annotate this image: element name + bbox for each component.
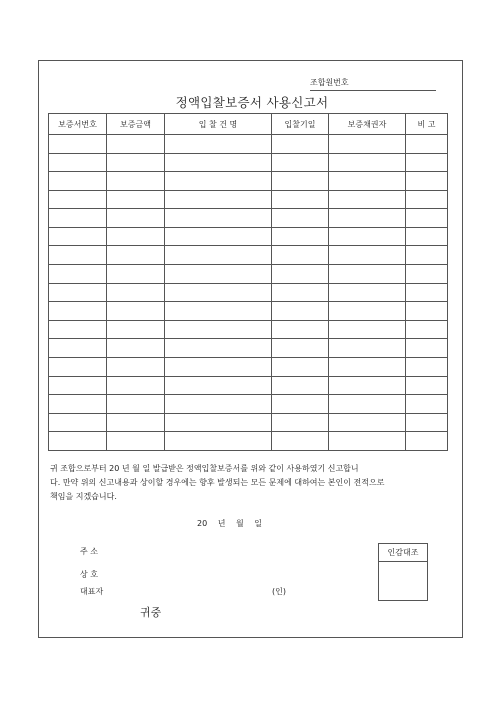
table-cell[interactable] bbox=[49, 376, 107, 395]
table-row bbox=[49, 302, 448, 321]
table-cell[interactable] bbox=[107, 339, 165, 358]
table-cell[interactable] bbox=[165, 246, 272, 265]
table-cell[interactable] bbox=[165, 376, 272, 395]
table-cell[interactable] bbox=[107, 227, 165, 246]
table-cell[interactable] bbox=[49, 339, 107, 358]
table-cell[interactable] bbox=[107, 376, 165, 395]
table-row bbox=[49, 209, 448, 228]
header-bid-title: 입 찰 건 명 bbox=[165, 114, 272, 135]
declaration-line: 귀 조합으로부터 20 년 월 일 발급받은 정액입찰보증서를 위와 같이 사용하였기 신고합니 bbox=[50, 464, 359, 473]
table-cell[interactable] bbox=[272, 265, 329, 284]
table-cell[interactable] bbox=[107, 357, 165, 376]
table-cell[interactable] bbox=[49, 413, 107, 432]
table-cell[interactable] bbox=[49, 227, 107, 246]
table-cell[interactable] bbox=[49, 283, 107, 302]
table-cell[interactable] bbox=[329, 395, 406, 414]
table-cell[interactable] bbox=[406, 320, 448, 339]
table-cell[interactable] bbox=[165, 320, 272, 339]
table-cell[interactable] bbox=[165, 209, 272, 228]
document-title: 정액입찰보증서 사용신고서 bbox=[175, 95, 329, 110]
table-cell[interactable] bbox=[107, 302, 165, 321]
declaration-line: 책임을 지겠습니다. bbox=[50, 492, 117, 501]
table-cell[interactable] bbox=[406, 172, 448, 191]
table-cell[interactable] bbox=[329, 153, 406, 172]
table-cell[interactable] bbox=[406, 209, 448, 228]
table-cell[interactable] bbox=[107, 153, 165, 172]
table-cell[interactable] bbox=[49, 357, 107, 376]
header-creditor: 보증채권자 bbox=[329, 114, 406, 135]
table-row bbox=[49, 135, 448, 154]
table-cell[interactable] bbox=[49, 190, 107, 209]
table-row bbox=[49, 283, 448, 302]
table-cell[interactable] bbox=[272, 190, 329, 209]
table-cell[interactable] bbox=[165, 432, 272, 451]
table-cell[interactable] bbox=[272, 209, 329, 228]
table-cell[interactable] bbox=[165, 357, 272, 376]
table-cell[interactable] bbox=[107, 320, 165, 339]
table-cell[interactable] bbox=[406, 339, 448, 358]
table-cell[interactable] bbox=[329, 320, 406, 339]
table-cell[interactable] bbox=[406, 135, 448, 154]
table-cell[interactable] bbox=[406, 265, 448, 284]
table-cell[interactable] bbox=[272, 283, 329, 302]
table-cell[interactable] bbox=[49, 246, 107, 265]
table-cell[interactable] bbox=[406, 283, 448, 302]
table-cell[interactable] bbox=[49, 172, 107, 191]
table-row bbox=[49, 190, 448, 209]
table-row bbox=[49, 395, 448, 414]
table-cell[interactable] bbox=[107, 190, 165, 209]
table-cell[interactable] bbox=[49, 302, 107, 321]
table-cell[interactable] bbox=[406, 432, 448, 451]
table-cell[interactable] bbox=[272, 172, 329, 191]
table-cell[interactable] bbox=[272, 413, 329, 432]
table-cell[interactable] bbox=[329, 283, 406, 302]
table-cell[interactable] bbox=[406, 227, 448, 246]
table-cell[interactable] bbox=[107, 413, 165, 432]
table-cell[interactable] bbox=[165, 339, 272, 358]
table-cell[interactable] bbox=[329, 190, 406, 209]
table-cell[interactable] bbox=[49, 209, 107, 228]
closing-recipient: 귀중 bbox=[140, 606, 162, 619]
table-cell[interactable] bbox=[49, 153, 107, 172]
table-cell[interactable] bbox=[272, 376, 329, 395]
table-cell[interactable] bbox=[272, 357, 329, 376]
table-cell[interactable] bbox=[272, 395, 329, 414]
table-row bbox=[49, 172, 448, 191]
table-cell[interactable] bbox=[329, 209, 406, 228]
table-cell[interactable] bbox=[165, 302, 272, 321]
table-row bbox=[49, 376, 448, 395]
table-cell[interactable] bbox=[165, 265, 272, 284]
table-cell[interactable] bbox=[272, 320, 329, 339]
table-cell[interactable] bbox=[107, 135, 165, 154]
header-guarantee-amount: 보증금액 bbox=[107, 114, 165, 135]
declaration-line: 다. 만약 위의 신고내용과 상이할 경우에는 향후 발생되는 모든 문제에 대하여는 본인이 전적으로 bbox=[50, 478, 385, 487]
date-line: 20 년 월 일 bbox=[197, 519, 262, 528]
seal-box-label: 인감대조 bbox=[379, 544, 427, 562]
table-cell[interactable] bbox=[329, 246, 406, 265]
table-cell[interactable] bbox=[272, 432, 329, 451]
table-cell[interactable] bbox=[107, 283, 165, 302]
table-row bbox=[49, 246, 448, 265]
company-label: 상 호 bbox=[80, 570, 98, 579]
table-row bbox=[49, 413, 448, 432]
table-cell[interactable] bbox=[272, 153, 329, 172]
table-cell[interactable] bbox=[329, 265, 406, 284]
table-cell[interactable] bbox=[329, 302, 406, 321]
table-cell[interactable] bbox=[329, 227, 406, 246]
table-header-row bbox=[49, 114, 448, 135]
table-cell[interactable] bbox=[165, 153, 272, 172]
table-row bbox=[49, 339, 448, 358]
table-cell[interactable] bbox=[272, 246, 329, 265]
table-cell[interactable] bbox=[406, 153, 448, 172]
header-bid-date: 입찰기일 bbox=[272, 114, 329, 135]
table-cell[interactable] bbox=[107, 172, 165, 191]
table-cell[interactable] bbox=[165, 190, 272, 209]
table-cell[interactable] bbox=[329, 357, 406, 376]
table-cell[interactable] bbox=[329, 339, 406, 358]
table-cell[interactable] bbox=[329, 172, 406, 191]
table-cell[interactable] bbox=[165, 227, 272, 246]
address-label: 주 소 bbox=[80, 547, 98, 556]
member-number-label: 조합원번호 bbox=[310, 77, 436, 91]
table-cell[interactable] bbox=[406, 302, 448, 321]
table-cell[interactable] bbox=[49, 320, 107, 339]
table-cell[interactable] bbox=[272, 339, 329, 358]
header-remarks: 비 고 bbox=[406, 114, 448, 135]
table-cell[interactable] bbox=[406, 357, 448, 376]
table-cell[interactable] bbox=[406, 376, 448, 395]
table-cell[interactable] bbox=[406, 190, 448, 209]
usage-table bbox=[48, 113, 448, 451]
table-cell[interactable] bbox=[165, 395, 272, 414]
table-cell[interactable] bbox=[272, 227, 329, 246]
table-body bbox=[49, 135, 448, 451]
table-row bbox=[49, 432, 448, 451]
table-row bbox=[49, 357, 448, 376]
header-guarantee-number: 보증서번호 bbox=[49, 114, 107, 135]
table-cell[interactable] bbox=[272, 135, 329, 154]
table-cell[interactable] bbox=[49, 135, 107, 154]
table-cell[interactable] bbox=[107, 432, 165, 451]
table-cell[interactable] bbox=[406, 413, 448, 432]
table-cell[interactable] bbox=[329, 135, 406, 154]
seal-mark: (인) bbox=[272, 587, 286, 596]
table-cell[interactable] bbox=[165, 172, 272, 191]
table-row bbox=[49, 153, 448, 172]
table-cell[interactable] bbox=[49, 432, 107, 451]
table-cell[interactable] bbox=[329, 376, 406, 395]
table-cell[interactable] bbox=[272, 302, 329, 321]
seal-comparison-box bbox=[378, 543, 428, 601]
table-cell[interactable] bbox=[329, 413, 406, 432]
table-row bbox=[49, 227, 448, 246]
table-cell[interactable] bbox=[406, 246, 448, 265]
table-cell[interactable] bbox=[107, 209, 165, 228]
table-row bbox=[49, 265, 448, 284]
table-row bbox=[49, 320, 448, 339]
table-cell[interactable] bbox=[49, 265, 107, 284]
table-cell[interactable] bbox=[165, 283, 272, 302]
table-cell[interactable] bbox=[107, 246, 165, 265]
table-cell[interactable] bbox=[329, 432, 406, 451]
representative-label: 대표자 bbox=[80, 587, 104, 596]
table-cell[interactable] bbox=[165, 413, 272, 432]
table-cell[interactable] bbox=[406, 395, 448, 414]
table-cell[interactable] bbox=[49, 395, 107, 414]
declaration-text bbox=[50, 462, 448, 504]
table-cell[interactable] bbox=[107, 395, 165, 414]
table-cell[interactable] bbox=[165, 135, 272, 154]
table-cell[interactable] bbox=[107, 265, 165, 284]
